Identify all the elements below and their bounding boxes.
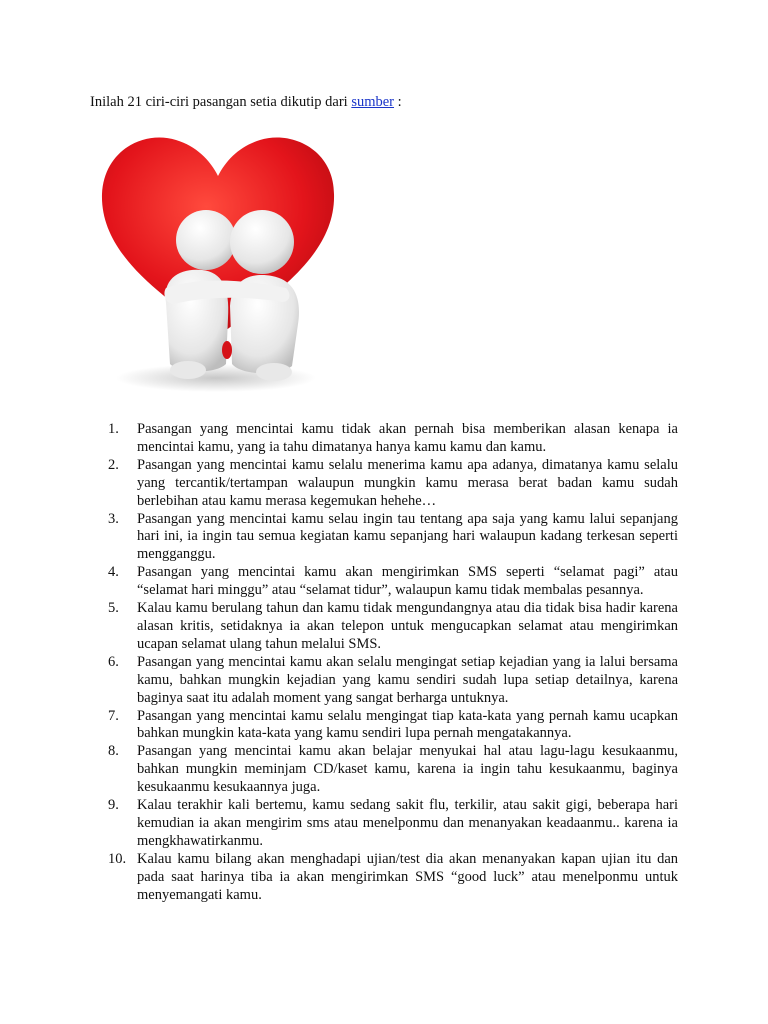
- list-item: [0, 743, 678, 797]
- list-item: [0, 654, 678, 708]
- list-item-text: Pasangan yang mencintai kamu akan mengirimkan SMS seperti “selamat pagi” atau “selamat hari minggu” atau “selamat tidur”, walaupun kamu tidak membalas pesannya.: [137, 564, 678, 599]
- list-item: [0, 797, 678, 851]
- intro-paragraph: [90, 92, 402, 112]
- list-item-number: 10.: [108, 850, 127, 867]
- intro-text: Inilah 21 ciri-ciri pasangan setia dikutip dari: [90, 94, 352, 110]
- list-item-number: 7.: [108, 707, 119, 724]
- list-item: [0, 511, 678, 565]
- list-item-number: 1.: [108, 421, 119, 437]
- heart-couple-icon: [96, 128, 340, 398]
- list-item-text: Pasangan yang mencintai kamu selalu mengingat tiap kata-kata yang pernah kamu ucapkan bahkan mungkin kata-kata yang kamu sendiri lupa pernah mengatakannya.: [137, 707, 678, 742]
- criteria-list: [0, 421, 768, 904]
- list-item-number: 5.: [108, 600, 119, 617]
- list-item: [0, 457, 678, 511]
- intro-suffix: :: [394, 94, 402, 110]
- source-link[interactable]: sumber: [351, 94, 395, 110]
- list-item-number: 4.: [108, 564, 119, 581]
- list-item: [0, 421, 678, 457]
- list-item-text: Pasangan yang mencintai kamu tidak akan pernah bisa memberikan alasan kenapa ia mencintai kamu, yang ia tahu dimatanya hanya kamu kamu dan kamu.: [137, 421, 678, 455]
- list-item-number: 6.: [108, 653, 119, 670]
- list-item: [0, 851, 678, 905]
- list-item: [0, 708, 678, 744]
- list-item-number: 8.: [108, 743, 119, 760]
- list-item-text: Pasangan yang mencintai kamu akan belajar menyukai hal atau lagu-lagu kesukaanmu, bahkan mungkin meminjam CD/kaset kamu, karena ia ingin tahu kesukaanmu, baginya kesukaanmu kesukaannya juga.: [137, 743, 678, 796]
- list-item-text: Pasangan yang mencintai kamu selalu menerima kamu apa adanya, dimatanya kamu selalu yang tercantik/tertampan walaupun mungkin kamu merasa berat badan kamu sudah berlebihan atau kamu merasa kegemukan hehehe…: [137, 456, 678, 509]
- list-item-text: Pasangan yang mencintai kamu selau ingin tau tentang apa saja yang kamu lalui sepanjang hari ini, ia ingin tau semua kegiatan kamu sepanjang hari walaupun kadang terkesan seperti mengganggu.: [137, 510, 678, 563]
- list-item-text: Pasangan yang mencintai kamu akan selalu mengingat setiap kejadian yang ia lalui bersama kamu, bahkan mungkin kejadian yang kamu sendiri sudah lupa setiap detailnya, karena baginya saat itu adalah moment yang sangat berharga untuknya.: [137, 653, 678, 706]
- list-item-number: 2.: [108, 456, 119, 473]
- list-item: [0, 564, 678, 600]
- list-item-number: 9.: [108, 797, 119, 814]
- list-item: [0, 600, 678, 654]
- list-item-text: Kalau terakhir kali bertemu, kamu sedang sakit flu, terkilir, atau sakit gigi, beberapa hari kemudian ia akan mengirim sms atau menelponmu dan menanyakan keadaanmu.. karena ia mengkhawatirkanmu.: [137, 797, 678, 849]
- list-item-number: 3.: [108, 510, 119, 527]
- list-item-text: Kalau kamu berulang tahun dan kamu tidak mengundangnya atau dia tidak bisa hadir karena alasan kritis, setidaknya ia akan telepon untuk mengucapkan selamat atau mengirimkan ucapan selamat ulang tahun melalui SMS.: [137, 600, 678, 652]
- list-item-text: Kalau kamu bilang akan menghadapi ujian/test dia akan menanyakan kapan ujian itu dan pada saat harinya tiba ia akan mengirimkan SMS “good luck” atau menelponmu untuk menyemangati kamu.: [137, 850, 678, 903]
